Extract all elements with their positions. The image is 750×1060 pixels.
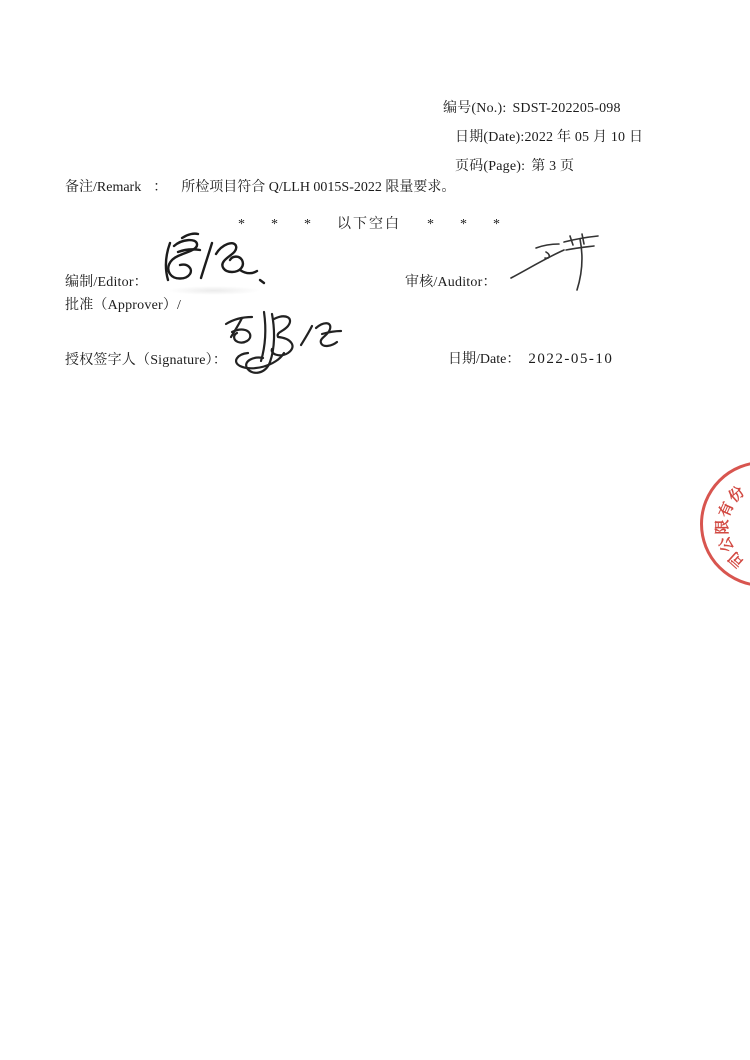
seal-character: 限 [715, 519, 731, 535]
asterisk: * [427, 217, 434, 232]
remark-separator: ： [153, 180, 168, 195]
signoff-date-label: 日期/Date： [448, 352, 521, 367]
report-number-line [443, 97, 621, 117]
approver-label: 批准（Approver）/ [65, 298, 182, 313]
signoff-date-value: 2022-05-10 [528, 351, 614, 367]
ink-smudge [168, 286, 260, 295]
asterisk: * [304, 217, 311, 232]
seal-character: 司 [726, 548, 748, 570]
company-seal-stamp [700, 461, 750, 587]
seal-character: 份 [726, 484, 748, 506]
seal-character: 有 [716, 499, 738, 521]
report-date-label: 日期(Date): [455, 130, 525, 145]
auditor-signature-ink [506, 226, 606, 298]
remark-text: 所检项目符合 Q/LLH 0015S-2022 限量要求。 [181, 180, 456, 195]
page-number-line [455, 155, 574, 175]
remark-row [65, 176, 455, 196]
editor-label: 编制/Editor： [65, 275, 148, 290]
remark-label: 备注/Remark [65, 180, 142, 195]
asterisk: * [238, 217, 245, 232]
signoff-date-row [448, 348, 613, 368]
seal-character: 公 [716, 533, 738, 555]
page-number-label: 页码(Page): [455, 159, 526, 174]
auditor-label: 审核/Auditor： [405, 275, 497, 290]
report-date-value: 2022 年 05 月 10 日 [524, 130, 644, 145]
signatory-signature-ink [210, 304, 350, 378]
asterisk: * [460, 217, 467, 232]
report-number-value: SDST-202205-098 [512, 101, 621, 116]
report-date-line [455, 126, 643, 146]
page-number-value: 第 3 页 [531, 159, 575, 174]
asterisk: * [271, 217, 278, 232]
editor-signature-ink [152, 230, 270, 294]
asterisk: * [493, 217, 500, 232]
report-number-label: 编号(No.): [443, 101, 507, 116]
blank-notice-text: 以下空白 [337, 217, 401, 232]
blank-notice-line [238, 213, 500, 233]
signatory-label: 授权签字人（Signature）： [65, 353, 228, 368]
